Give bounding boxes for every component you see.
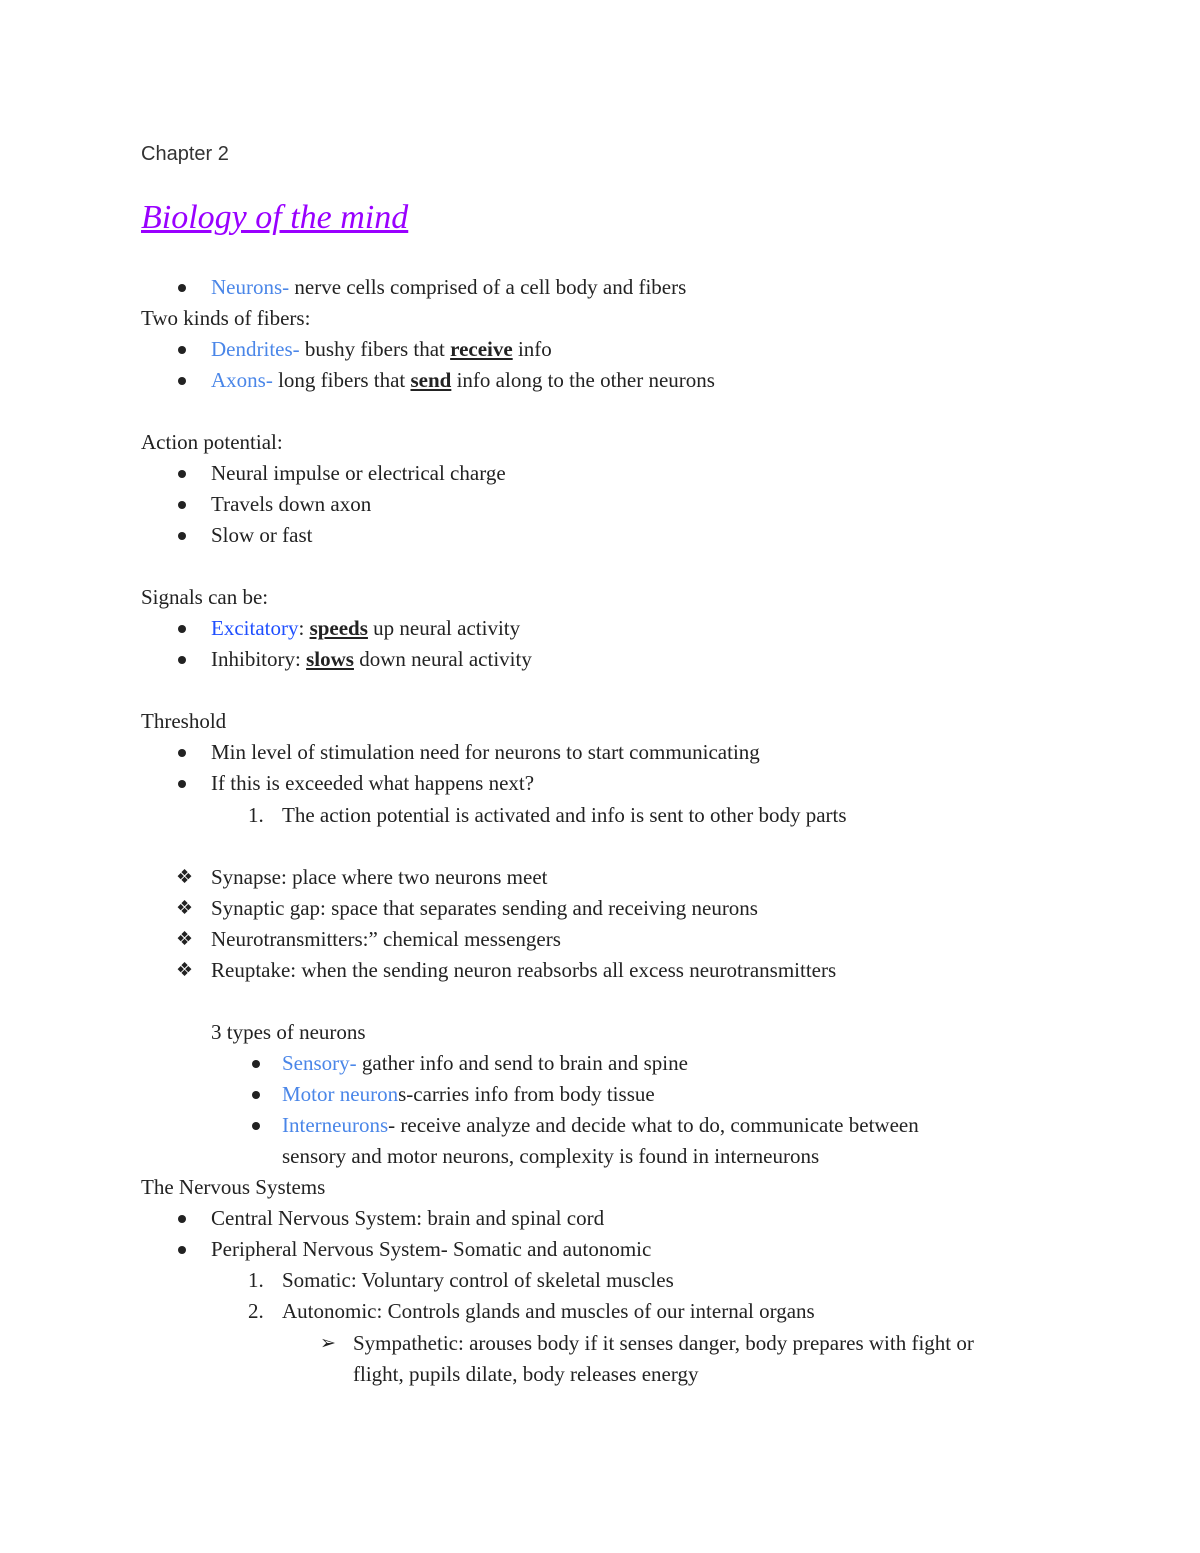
definition-text: long fibers that xyxy=(272,368,411,392)
list-item xyxy=(211,365,715,396)
section-heading-neuron-types: 3 types of neurons xyxy=(211,1020,366,1044)
definition-text: - receive analyze and decide what to do, communicate between xyxy=(388,1113,919,1137)
list-number: 1. xyxy=(248,1268,264,1292)
list-item: Neurotransmitters:” chemical messengers xyxy=(211,927,561,951)
list-item: Synaptic gap: space that separates sending and receiving neurons xyxy=(211,896,758,920)
term-dendrites: Dendrites- xyxy=(211,337,300,361)
list-number: 1. xyxy=(248,803,264,827)
definition-text: gather info and send to brain and spine xyxy=(356,1051,688,1075)
numbered-item: The action potential is activated and info is sent to other body parts xyxy=(282,803,847,827)
page-title: Biology of the mind xyxy=(141,199,409,236)
emphasis-slows: slows xyxy=(306,647,354,671)
bullet-icon xyxy=(252,1122,260,1130)
numbered-item: Autonomic: Controls glands and muscles of our internal organs xyxy=(282,1299,815,1323)
section-heading-fibers: Two kinds of fibers: xyxy=(141,306,311,330)
bullet-icon xyxy=(178,470,186,478)
section-heading-nervous-systems: The Nervous Systems xyxy=(141,1175,326,1199)
term-motor-neuron: Motor neuron xyxy=(282,1082,399,1106)
chapter-label: Chapter 2 xyxy=(141,143,229,165)
list-item: If this is exceeded what happens next? xyxy=(211,771,535,795)
bullet-icon xyxy=(178,625,186,633)
list-item xyxy=(211,613,520,644)
list-item: Min level of stimulation need for neurons to start communicating xyxy=(211,740,760,764)
bullet-icon xyxy=(252,1060,260,1068)
bullet-icon xyxy=(178,532,186,540)
bullet-icon xyxy=(252,1091,260,1099)
list-item-continuation: sensory and motor neurons, complexity is found in interneurons xyxy=(282,1144,820,1168)
term-excitatory: Excitatory xyxy=(211,616,299,640)
list-item: Synapse: place where two neurons meet xyxy=(211,865,548,889)
section-heading-threshold: Threshold xyxy=(141,709,227,733)
list-item: Sympathetic: arouses body if it senses danger, body prepares with fight or xyxy=(353,1331,974,1355)
bullet-icon xyxy=(178,284,186,292)
list-item xyxy=(282,1048,688,1079)
definition-text: : xyxy=(295,647,307,671)
definition-text: nerve cells comprised of a cell body and fibers xyxy=(289,275,687,299)
bullet-icon xyxy=(178,1215,186,1223)
list-item xyxy=(211,272,686,303)
definition-text: : xyxy=(298,616,310,640)
list-item: Travels down axon xyxy=(211,492,372,516)
section-heading-action-potential: Action potential: xyxy=(141,430,283,454)
list-item: Slow or fast xyxy=(211,523,313,547)
list-item xyxy=(211,644,532,675)
definition-text: bushy fibers that xyxy=(299,337,451,361)
bullet-icon xyxy=(178,501,186,509)
list-item xyxy=(211,334,552,365)
emphasis-receive: receive xyxy=(450,337,513,361)
definition-text: info xyxy=(512,337,552,361)
definition-text: s-carries info from body tissue xyxy=(398,1082,655,1106)
bullet-icon xyxy=(178,377,186,385)
definition-text: info along to the other neurons xyxy=(451,368,715,392)
list-number: 2. xyxy=(248,1299,264,1323)
bullet-icon xyxy=(178,656,186,664)
diamond-bullet-icon: ❖ xyxy=(176,960,194,981)
section-heading-signals: Signals can be: xyxy=(141,585,269,609)
diamond-bullet-icon: ❖ xyxy=(176,898,194,919)
arrow-bullet-icon: ➢ xyxy=(320,1333,336,1354)
term-inhibitory: Inhibitory xyxy=(211,647,295,671)
list-item: Neural impulse or electrical charge xyxy=(211,461,506,485)
list-item: Reuptake: when the sending neuron reabsorbs all excess neurotransmitters xyxy=(211,958,837,982)
emphasis-speeds: speeds xyxy=(309,616,368,640)
term-interneurons: Interneurons xyxy=(282,1113,389,1137)
term-axons: Axons- xyxy=(211,368,273,392)
list-item: Peripheral Nervous System- Somatic and autonomic xyxy=(211,1237,652,1261)
diamond-bullet-icon: ❖ xyxy=(176,929,194,950)
definition-text: up neural activity xyxy=(367,616,521,640)
term-neurons: Neurons- xyxy=(211,275,290,299)
term-sensory: Sensory- xyxy=(282,1051,357,1075)
list-item xyxy=(282,1110,919,1141)
bullet-icon xyxy=(178,1246,186,1254)
diamond-bullet-icon: ❖ xyxy=(176,867,194,888)
list-item-continuation: flight, pupils dilate, body releases energy xyxy=(353,1362,699,1386)
emphasis-send: send xyxy=(410,368,452,392)
list-item: Central Nervous System: brain and spinal cord xyxy=(211,1206,605,1230)
bullet-icon xyxy=(178,780,186,788)
definition-text: down neural activity xyxy=(353,647,532,671)
numbered-item: Somatic: Voluntary control of skeletal muscles xyxy=(282,1268,674,1292)
bullet-icon xyxy=(178,749,186,757)
bullet-icon xyxy=(178,346,186,354)
list-item xyxy=(282,1079,655,1110)
